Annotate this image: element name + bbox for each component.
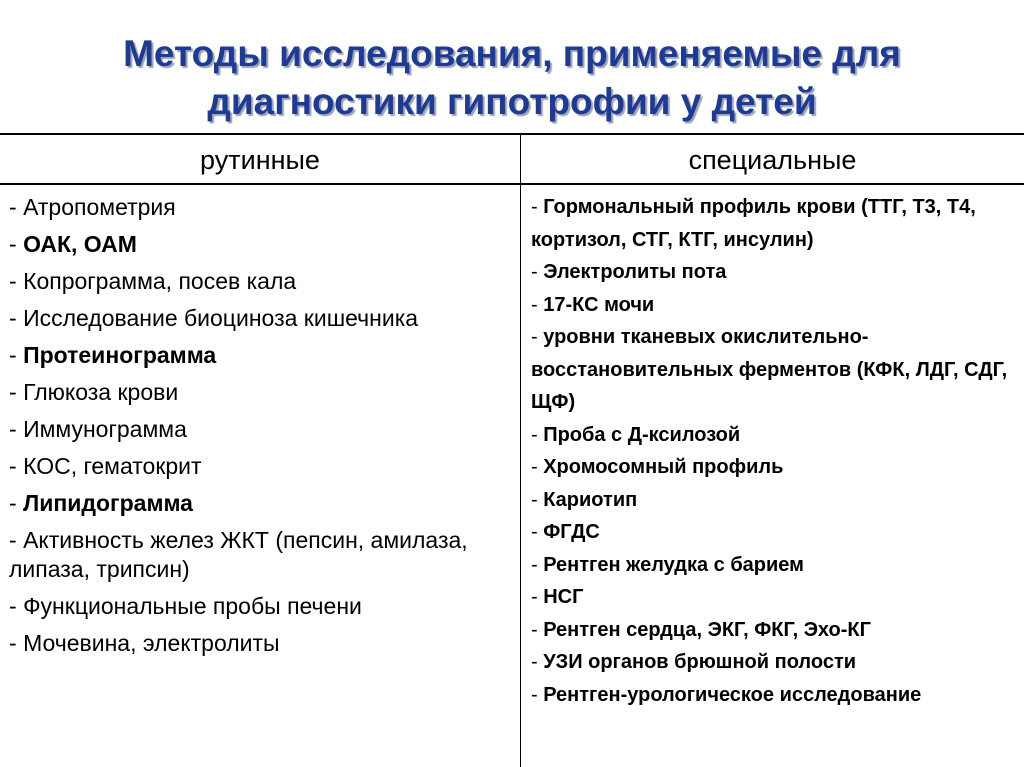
special-method-item <box>531 419 1011 452</box>
routine-method-item <box>9 341 514 370</box>
list-dash: - <box>531 553 544 576</box>
special-method-item <box>531 321 1011 419</box>
routine-method-item <box>9 526 514 584</box>
special-method-item-text: Проба с Д-ксилозой <box>543 423 741 446</box>
special-method-item-text: Гормональный профиль крови (ТТГ, Т3, Т4, кортизол, СТГ, КТГ, инсулин) <box>531 196 976 251</box>
special-method-item-text: Электролиты пота <box>543 261 727 283</box>
special-method-item <box>531 484 1011 517</box>
list-dash: - <box>9 630 24 656</box>
list-dash: - <box>531 196 544 218</box>
routine-method-item <box>9 378 514 407</box>
list-dash: - <box>531 456 544 478</box>
list-dash: - <box>531 261 544 283</box>
list-dash: - <box>9 593 24 619</box>
routine-method-item-text: Протеинограмма <box>23 342 217 368</box>
routine-method-item-text: Исследование биоциноза кишечника <box>23 305 419 331</box>
special-method-item <box>531 646 1011 679</box>
routine-method-item <box>9 489 514 518</box>
list-dash: - <box>531 488 544 511</box>
table-top-border <box>0 133 1024 135</box>
special-method-item <box>531 581 1011 614</box>
special-method-item <box>531 289 1011 322</box>
special-method-item-text: 17-КС мочи <box>543 293 655 316</box>
routine-method-item-text: ОАК, ОАМ <box>23 231 137 257</box>
special-methods-list <box>531 191 1011 711</box>
list-dash: - <box>9 231 24 257</box>
routine-method-item <box>9 193 514 222</box>
list-dash: - <box>9 342 24 368</box>
routine-methods-list <box>9 193 514 666</box>
routine-method-item <box>9 230 514 259</box>
column-divider <box>520 133 521 767</box>
special-method-item <box>531 516 1011 549</box>
special-method-item-text: НСГ <box>543 586 584 608</box>
list-dash: - <box>9 194 24 220</box>
special-method-item <box>531 549 1011 582</box>
list-dash: - <box>531 683 544 706</box>
special-method-item-text: уровни тканевых окислительно-восстановительных ферментов (КФК, ЛДГ, СДГ, ЩФ) <box>531 326 1008 413</box>
routine-method-item <box>9 415 514 444</box>
list-dash: - <box>9 527 24 553</box>
special-method-item-text: Рентген желудка с барием <box>543 553 804 576</box>
list-dash: - <box>531 423 544 446</box>
list-dash: - <box>9 416 24 442</box>
special-method-item-text: Рентген-урологическое исследование <box>543 683 922 706</box>
routine-method-item-text: Функциональные пробы печени <box>23 593 362 619</box>
special-method-item-text: Рентген сердца, ЭКГ, ФКГ, Эхо-КГ <box>543 618 871 641</box>
methods-table <box>0 133 1024 767</box>
title-line-2: диагностики гипотрофии у детей <box>207 81 817 122</box>
routine-method-item-text: Глюкоза крови <box>23 379 179 405</box>
routine-method-item-text: Иммунограмма <box>23 416 187 442</box>
special-method-item <box>531 256 1011 289</box>
list-dash: - <box>9 379 24 405</box>
column-header-routine: рутинные <box>200 145 320 175</box>
list-dash: - <box>531 521 544 543</box>
routine-method-item <box>9 452 514 481</box>
list-dash: - <box>9 453 24 479</box>
special-method-item <box>531 451 1011 484</box>
title-line-1: Методы исследования, применяемые для <box>123 33 901 74</box>
routine-method-item-text: Копрограмма, посев кала <box>23 268 297 294</box>
list-dash: - <box>9 268 24 294</box>
routine-method-item <box>9 592 514 621</box>
special-method-item-text: ФГДС <box>543 521 600 543</box>
column-header-special: специальные <box>688 145 857 175</box>
special-method-item <box>531 191 1011 256</box>
routine-method-item <box>9 267 514 296</box>
list-dash: - <box>531 618 544 641</box>
list-dash: - <box>531 293 544 316</box>
page-title <box>0 30 1024 126</box>
list-dash: - <box>9 305 24 331</box>
list-dash: - <box>531 326 544 348</box>
list-dash: - <box>9 490 24 516</box>
routine-method-item-text: Липидограмма <box>23 490 193 516</box>
list-dash: - <box>531 651 544 673</box>
routine-method-item-text: КОС, гематокрит <box>23 453 202 479</box>
special-method-item-text: УЗИ органов брюшной полости <box>543 651 857 673</box>
routine-method-item <box>9 629 514 658</box>
routine-method-item <box>9 304 514 333</box>
list-dash: - <box>531 586 544 608</box>
routine-method-item-text: Активность желез ЖКТ (пепсин, амилаза, липаза, трипсин) <box>9 527 468 582</box>
routine-method-item-text: Атропометрия <box>23 194 176 220</box>
special-method-item-text: Хромосомный профиль <box>543 456 784 478</box>
special-method-item-text: Кариотип <box>543 488 638 511</box>
routine-method-item-text: Мочевина, электролиты <box>23 630 280 656</box>
header-divider <box>0 183 1024 185</box>
special-method-item <box>531 679 1011 712</box>
special-method-item <box>531 614 1011 647</box>
